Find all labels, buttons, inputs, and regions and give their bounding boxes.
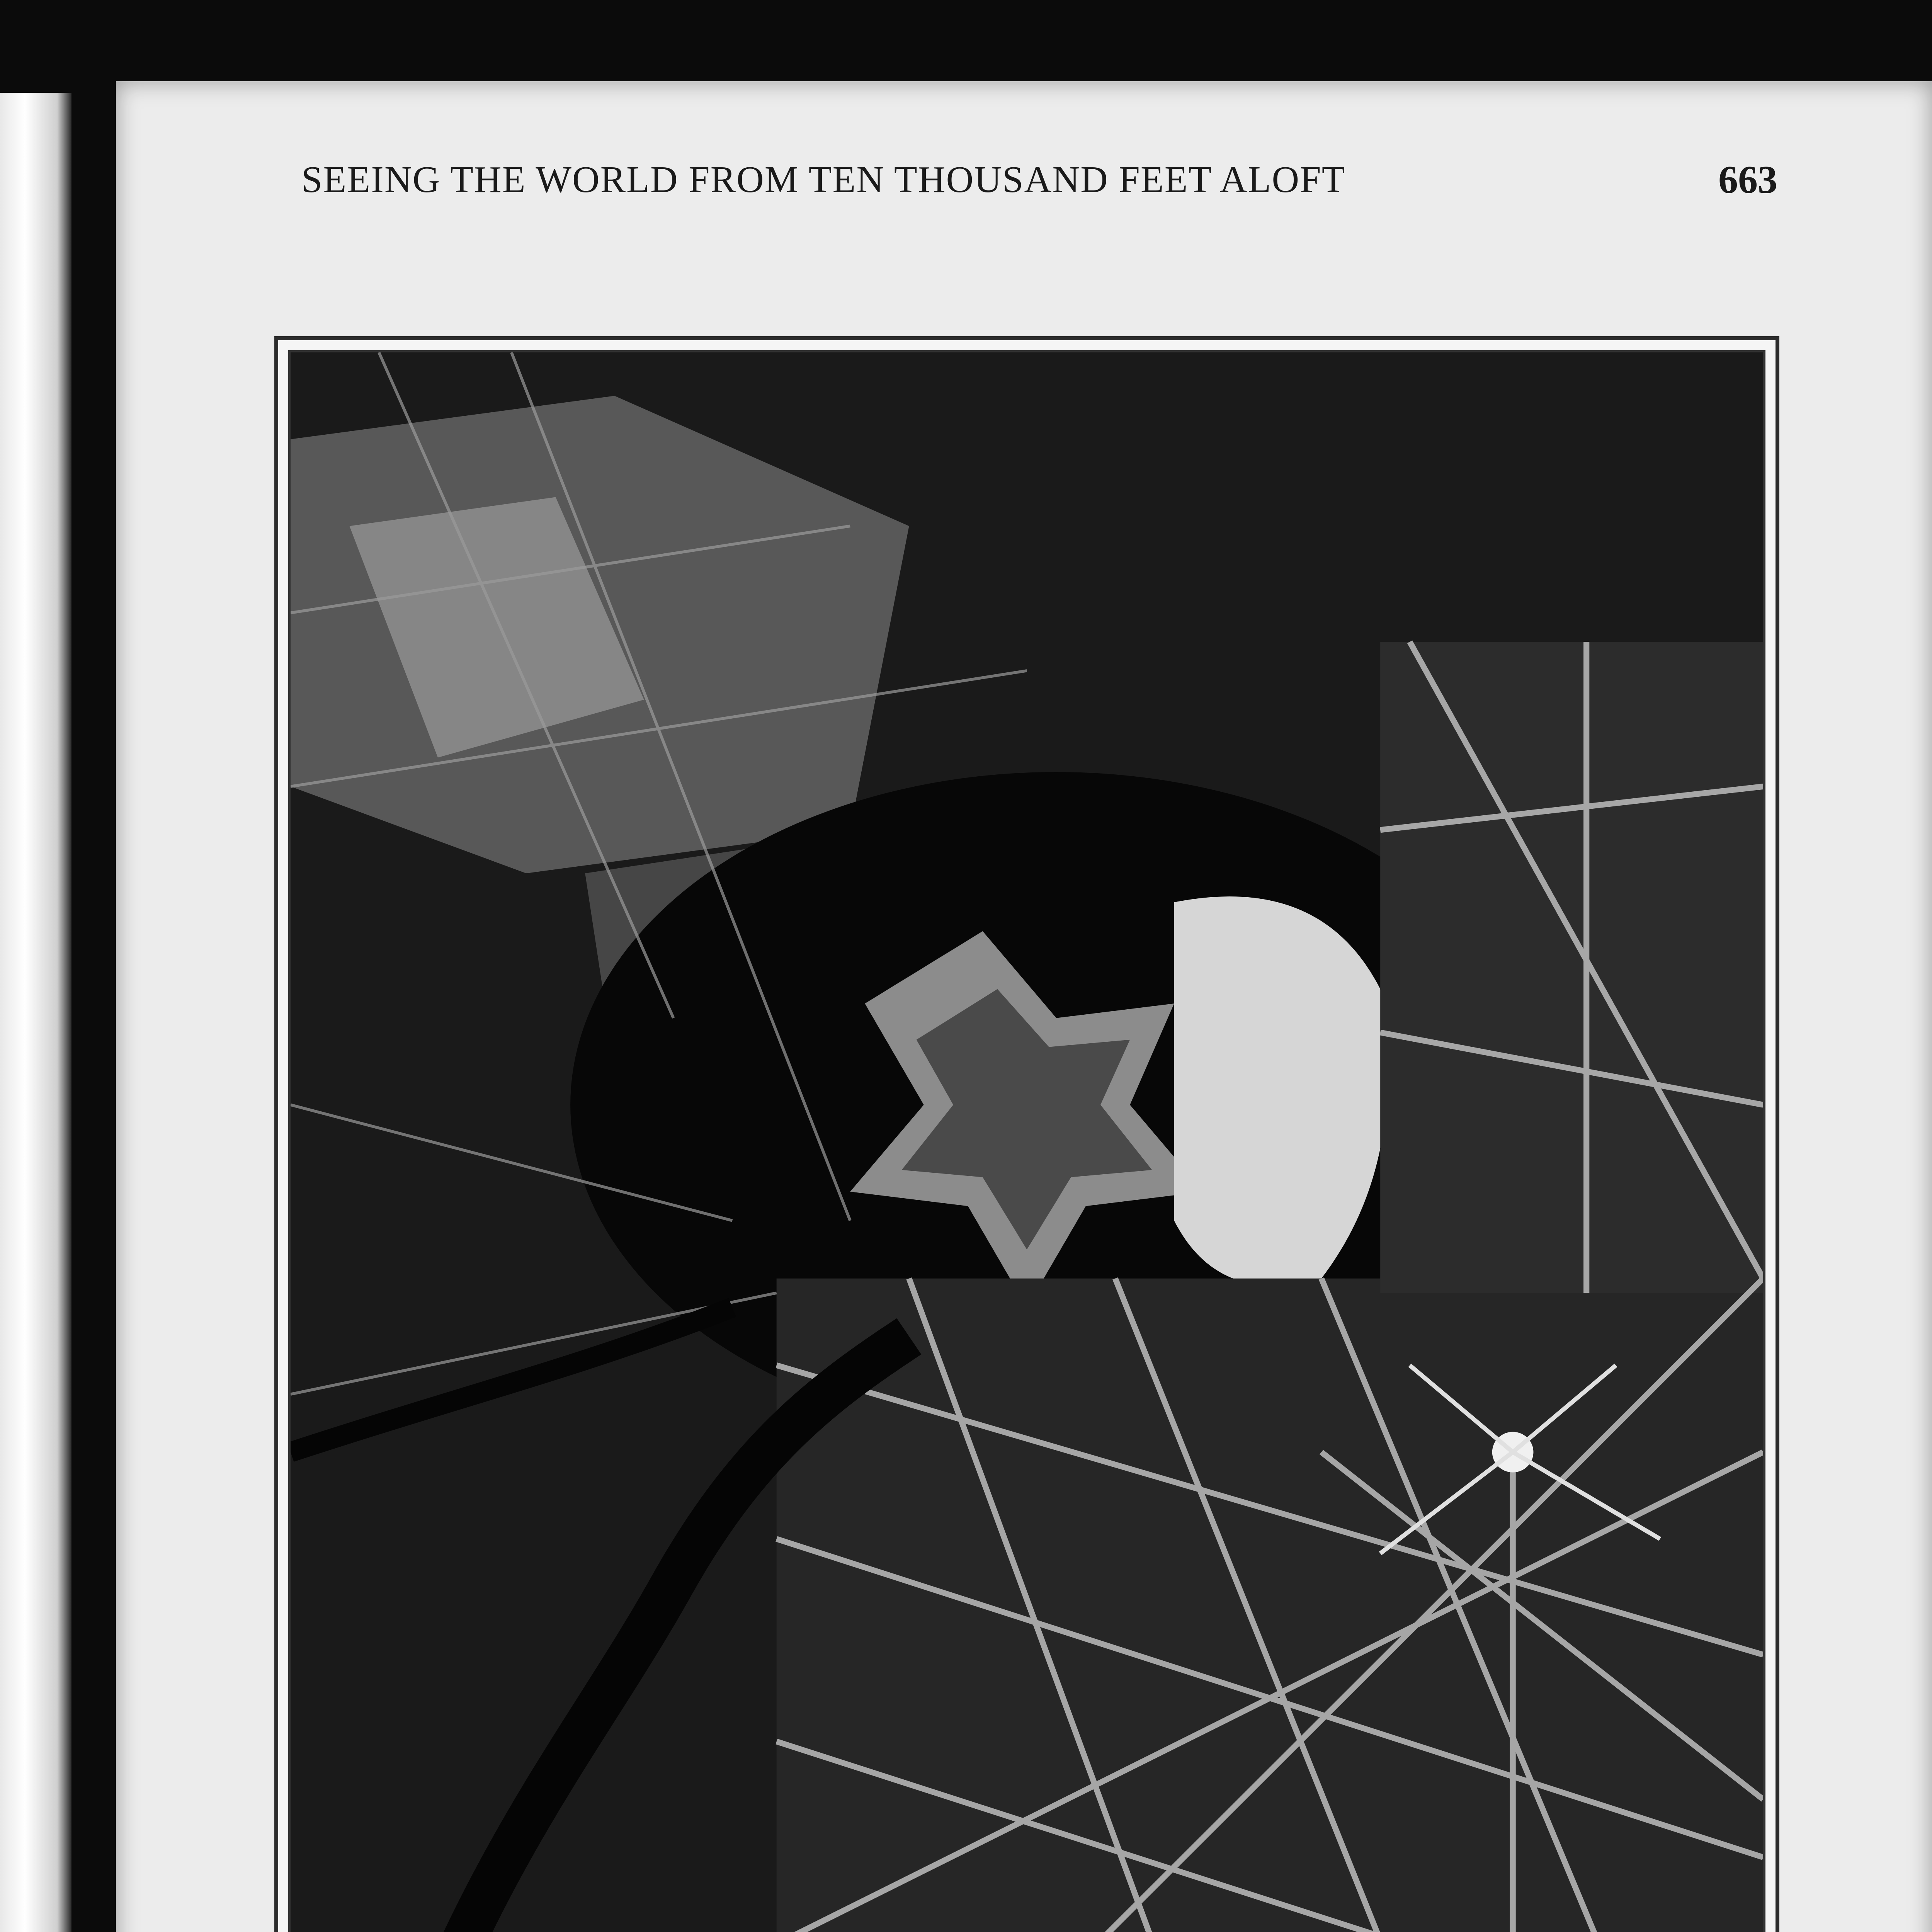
aerial-photograph xyxy=(288,350,1765,1932)
aerial-photograph-image xyxy=(291,352,1763,1932)
facing-page-edge xyxy=(0,93,71,1932)
page-number: 663 xyxy=(1718,158,1777,202)
running-head-title: SEEING THE WORLD FROM TEN THOUSAND FEET ALOFT xyxy=(301,159,1346,201)
running-head xyxy=(301,158,1777,201)
aerial-photograph-frame xyxy=(274,336,1779,1932)
